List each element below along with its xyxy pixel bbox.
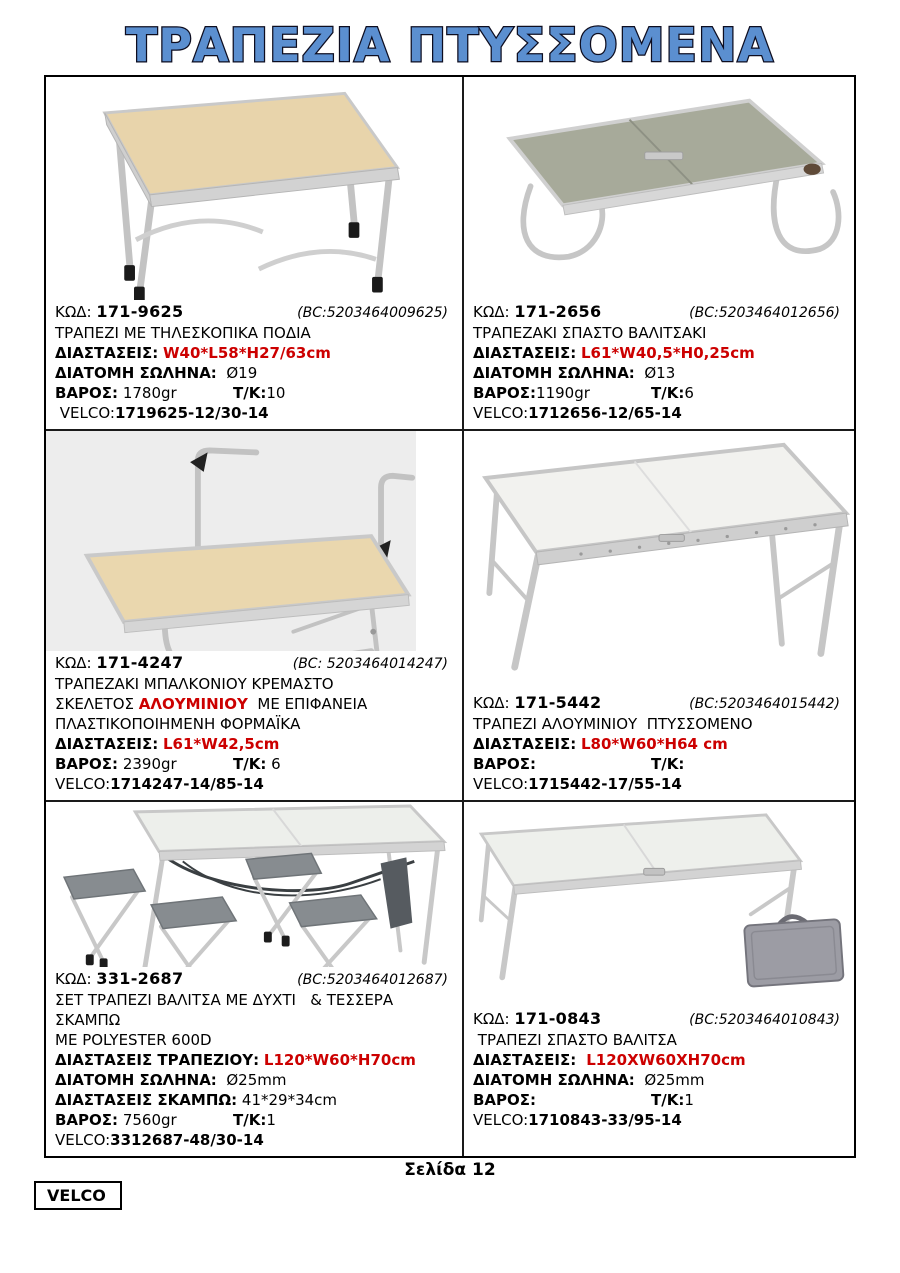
product-code: 171-2656 <box>514 302 602 321</box>
dimensions-line: ΔΙΑΣΤΑΣΕΙΣ: L61*W42,5cm <box>55 735 280 753</box>
product-info <box>46 300 462 429</box>
velco-line: VELCO:1714247-14/85-14 <box>55 775 264 793</box>
stool-dims-line: ΔΙΑΣΤΑΣΕΙΣ ΣΚΑΜΠΩ: 41*29*34cm <box>55 1091 338 1109</box>
product-code-line <box>473 693 846 714</box>
velco-line: VELCO:1712656-12/65-14 <box>473 404 682 422</box>
product-code: 171-9625 <box>96 302 184 321</box>
hanging-balcony-table-photo <box>46 431 416 651</box>
product-barcode: (BC:5203464015442) <box>689 696 840 712</box>
product-barcode: (BC:5203464009625) <box>297 305 448 321</box>
product-barcode: (BC: 5203464014247) <box>292 656 448 672</box>
dimensions-line: ΔΙΑΣΤΑΣΕΙΣ: W40*L58*H27/63cm <box>55 344 331 362</box>
product-code: 171-4247 <box>96 653 184 672</box>
weight-line: ΒΑΡΟΣ:1190gr Τ/Κ:6 <box>473 384 694 402</box>
product-code-line <box>473 302 846 323</box>
product-code-line <box>55 653 454 674</box>
dimensions-line: ΔΙΑΣΤΑΣΕΙΣ: L80*W60*H64 cm <box>473 735 728 753</box>
velco-line: VELCO:1710843-33/95-14 <box>473 1111 682 1129</box>
weight-line: ΒΑΡΟΣ: 1780gr Τ/Κ:10 <box>55 384 286 402</box>
dimensions-line: ΔΙΑΣΤΑΣΕΙΣ: L61*W40,5*H0,25cm <box>473 344 755 362</box>
code-label: ΚΩΔ: <box>55 654 92 672</box>
velco-line: VELCO:3312687-48/30-14 <box>55 1131 264 1149</box>
product-name-2: ΜΕ POLYESTER 600D <box>55 1031 212 1049</box>
product-card-171-5442 <box>464 431 854 802</box>
product-card-171-4247 <box>46 431 464 802</box>
product-name: ΤΡΑΠΕΖΑΚΙ ΜΠΑΛΚΟΝΙΟΥ ΚΡΕΜΑΣΤΟ <box>55 675 334 693</box>
product-info <box>464 1007 854 1156</box>
product-card-331-2687 <box>46 802 464 1156</box>
tube-line: ΔΙΑΤΟΜΗ ΣΩΛΗΝΑ: Ø25mm <box>473 1071 705 1089</box>
velco-line: VELCO:1719625-12/30-14 <box>55 404 269 422</box>
tube-line: ΔΙΑΤΟΜΗ ΣΩΛΗΝΑ: Ø25mm <box>55 1071 287 1089</box>
product-name: ΤΡΑΠΕΖΙ ΣΠΑΣΤΟ ΒΑΛΙΤΣΑ <box>473 1031 677 1049</box>
product-name: ΤΡΑΠΕΖΙ ΜΕ ΤΗΛΕΣΚΟΠΙΚΑ ΠΟΔΙΑ <box>55 324 311 342</box>
table-and-four-stools-set-photo <box>46 802 462 967</box>
weight-line: ΒΑΡΟΣ: Τ/Κ: <box>473 755 685 773</box>
product-name: ΣΕΤ ΤΡΑΠΕΖΙ ΒΑΛΙΤΣΑ ΜΕ ΔΥΧΤΙ & ΤΕΣΣΕΡΑ ΣΚΑΜΠΩ <box>55 991 403 1029</box>
product-barcode: (BC:5203464012656) <box>689 305 840 321</box>
frame-line: ΣΚΕΛΕΤΟΣ ΑΛΟΥΜΙΝΙΟΥ ΜΕ ΕΠΙΦΑΝΕΙΑ <box>55 695 368 713</box>
brand-label: VELCO <box>47 1186 106 1205</box>
weight-line: ΒΑΡΟΣ: 2390gr Τ/Κ: 6 <box>55 755 281 773</box>
product-card-171-9625 <box>46 77 464 431</box>
product-code-line <box>473 1009 846 1030</box>
telescopic-leg-folding-table-photo <box>46 77 462 300</box>
dimensions-line: ΔΙΑΣΤΑΣΕΙΣ ΤΡΑΠΕΖΙΟΥ: L120*W60*H70cm <box>55 1051 416 1069</box>
page-number: Σελίδα 12 <box>404 1160 496 1180</box>
product-name-2: ΠΛΑΣΤΙΚΟΠΟΙΗΜΕΝΗ ΦΟΡΜΑΪΚΑ <box>55 715 301 733</box>
low-folding-suitcase-table-photo <box>464 77 854 300</box>
product-info <box>464 691 854 800</box>
tube-line: ΔΙΑΤΟΜΗ ΣΩΛΗΝΑ: Ø19 <box>55 364 258 382</box>
product-code-line <box>55 969 454 990</box>
page-title-text: ΤΡΑΠΕΖΙΑ ΠΤΥΣΣΟΜΕΝΑ <box>125 18 775 72</box>
product-grid <box>44 75 856 1158</box>
page-title <box>0 16 900 74</box>
product-barcode: (BC:5203464010843) <box>689 1012 840 1028</box>
dimensions-line: ΔΙΑΣΤΑΣΕΙΣ: L120XW60XH70cm <box>473 1051 746 1069</box>
product-code: 171-5442 <box>514 693 602 712</box>
code-label: ΚΩΔ: <box>473 303 510 321</box>
product-code: 171-0843 <box>514 1009 602 1028</box>
weight-line: ΒΑΡΟΣ: Τ/Κ:1 <box>473 1091 694 1109</box>
tube-line: ΔΙΑΤΟΜΗ ΣΩΛΗΝΑ: Ø13 <box>473 364 676 382</box>
product-code-line <box>55 302 454 323</box>
code-label: ΚΩΔ: <box>473 1010 510 1028</box>
product-card-171-2656 <box>464 77 854 431</box>
product-info <box>46 967 462 1156</box>
product-info <box>464 300 854 429</box>
product-card-171-0843 <box>464 802 854 1156</box>
product-code: 331-2687 <box>96 969 184 988</box>
product-barcode: (BC:5203464012687) <box>297 972 448 988</box>
velco-line: VELCO:1715442-17/55-14 <box>473 775 682 793</box>
code-label: ΚΩΔ: <box>55 303 92 321</box>
code-label: ΚΩΔ: <box>473 694 510 712</box>
product-name: ΤΡΑΠΕΖΙ ΑΛΟΥΜΙΝΙΟΥ ΠΤΥΣΣΟΜΕΝΟ <box>473 715 753 733</box>
product-name: ΤΡΑΠΕΖΑΚΙ ΣΠΑΣΤΟ ΒΑΛΙΤΣΑΚΙ <box>473 324 707 342</box>
aluminium-folding-table-photo <box>464 431 854 691</box>
brand-box <box>34 1181 122 1210</box>
code-label: ΚΩΔ: <box>55 970 92 988</box>
suitcase-folding-table-photo <box>464 802 854 1007</box>
weight-line: ΒΑΡΟΣ: 7560gr Τ/Κ:1 <box>55 1111 276 1129</box>
product-info <box>46 651 462 800</box>
